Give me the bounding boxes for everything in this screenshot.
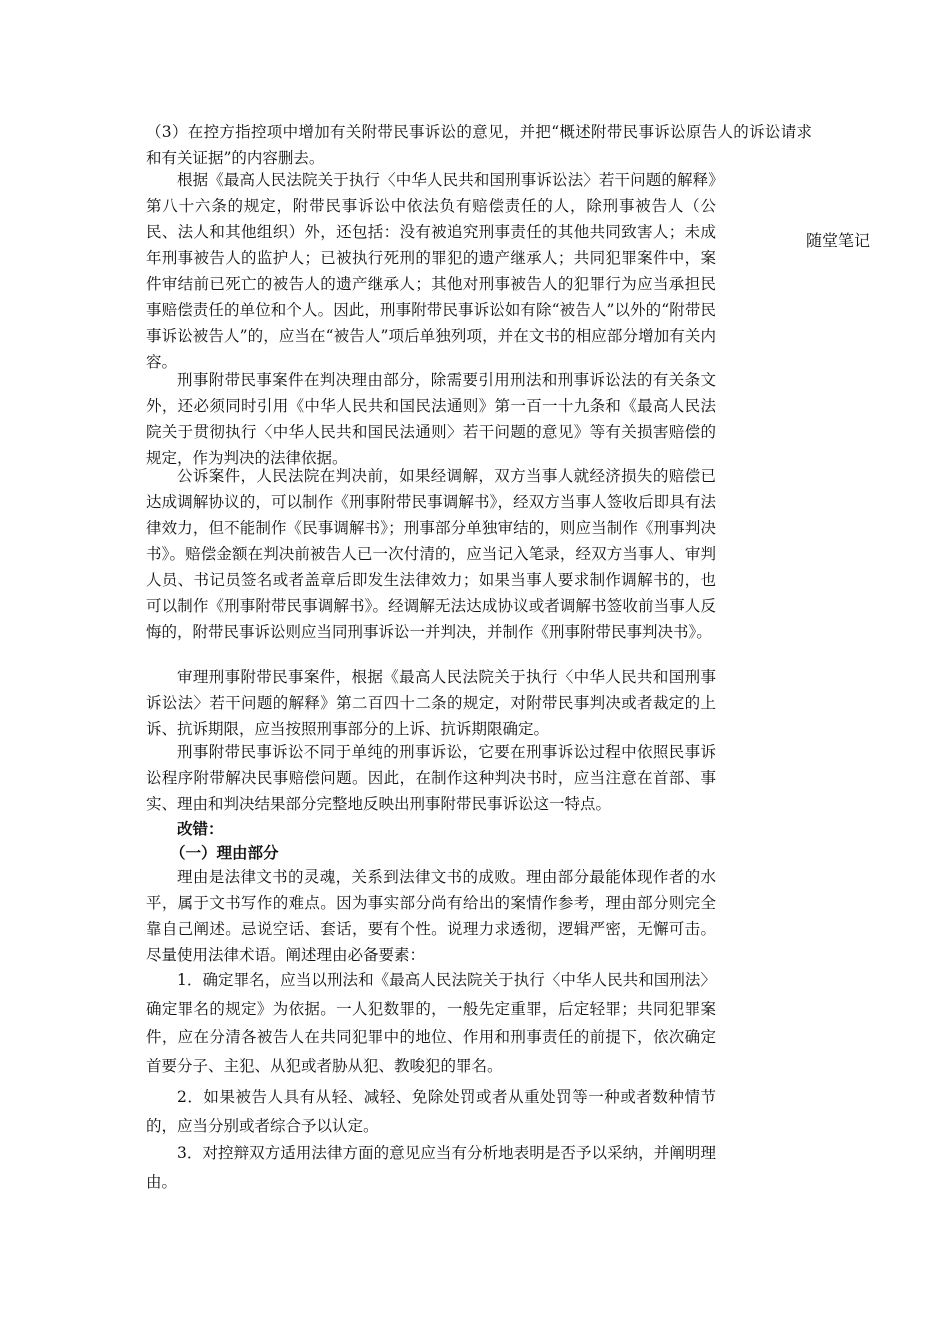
paragraph-10: 3．对控辩双方适用法律方面的意见应当有分析地表明是否予以采纳，并阐明理由。 <box>146 1144 716 1191</box>
heading-corrections: 改错： <box>177 819 224 838</box>
paragraph-3: 刑事附带民事案件在判决理由部分，除需要引用刑法和刑事诉讼法的有关条文外，还必须同时引用《中华人民共和国民法通则》第一百一十九条和《最高人民法院关于贯彻执行〈中华人民共和国民法通则〉若干问题的意见》等有关损害赔偿的规定，作为判决的法律依据。 <box>146 371 716 467</box>
paragraph-1: （3）在控方指控项中增加有关附带民事诉讼的意见，并把“概述附带民事诉讼原告人的诉讼请求和有关证据”的内容删去。 <box>146 123 812 167</box>
heading-reasons-section: （一）理由部分 <box>170 843 279 862</box>
paragraph-7: 理由是法律文书的灵魂，关系到法律文书的成败。理由部分最能体现作者的水平，属于文书写作的难点。因为事实部分尚有给出的案情作参考，理由部分则完全靠自己阐述。忌说空话、套话，要有个性。说理力求透彻，逻辑严密，无懈可击。尽量使用法律术语。阐述理由必备要素： <box>146 868 716 964</box>
paragraph-9: 2．如果被告人具有从轻、减轻、免除处罚或者从重处罚等一种或者数种情节的，应当分别或者综合予以认定。 <box>146 1088 716 1135</box>
paragraph-8: 1．确定罪名，应当以刑法和《最高人民法院关于执行〈中华人民共和国刑法〉确定罪名的规定》为依据。一人犯数罪的，一般先定重罪，后定轻罪；共同犯罪案件，应在分清各被告人在共同犯罪中的地位、作用和刑事责任的前提下，依次确定首要分子、主犯、从犯或者胁从犯、教唆犯的罪名。 <box>146 971 716 1075</box>
paragraph-2: 根据《最高人民法院关于执行〈中华人民共和国刑事诉讼法〉若干问题的解释》第八十六条的规定，附带民事诉讼中依法负有赔偿责任的人，除刑事被告人（公民、法人和其他组织）外，还包括：没有被追究刑事责任的其他共同致害人；未成年刑事被告人的监护人；已被执行死刑的罪犯的遗产继承人；共同犯罪案件中，案件审结前已死亡的被告人的遗产继承人；其他对刑事被告人的犯罪行为应当承担民事赔偿责任的单位和个人。因此，刑事附带民事诉讼如有除“被告人”以外的“附带民事诉讼被告人”的，应当在“被告人”项后单独列项，并在文书的相应部分增加有关内容。 <box>146 171 716 371</box>
margin-note: 随堂笔记 <box>806 231 871 250</box>
paragraph-6: 刑事附带民事诉讼不同于单纯的刑事诉讼，它要在刑事诉讼过程中依照民事诉讼程序附带解决民事赔偿问题。因此，在制作这种判决书时，应当注意在首部、事实、理由和判决结果部分完整地反映出刑事附带民事诉讼这一特点。 <box>146 743 716 813</box>
paragraph-4: 公诉案件，人民法院在判决前，如果经调解，双方当事人就经济损失的赔偿已达成调解协议的，可以制作《刑事附带民事调解书》，经双方当事人签收后即具有法律效力，但不能制作《民事调解书》；刑事部分单独审结的，则应当制作《刑事判决书》。赔偿金额在判决前被告人已一次付清的，应当记入笔录，经双方当事人、审判人员、书记员签名或者盖章后即发生法律效力；如果当事人要求制作调解书的，也可以制作《刑事附带民事调解书》。经调解无法达成协议或者调解书签收前当事人反悔的，附带民事诉讼则应当同刑事诉讼一并判决，并制作《刑事附带民事判决书》。 <box>146 467 716 641</box>
paragraph-5: 审理刑事附带民事案件，根据《最高人民法院关于执行〈中华人民共和国刑事诉讼法〉若干问题的解释》第二百四十二条的规定，对附带民事判决或者裁定的上诉、抗诉期限，应当按照刑事部分的上诉、抗诉期限确定。 <box>146 668 716 738</box>
